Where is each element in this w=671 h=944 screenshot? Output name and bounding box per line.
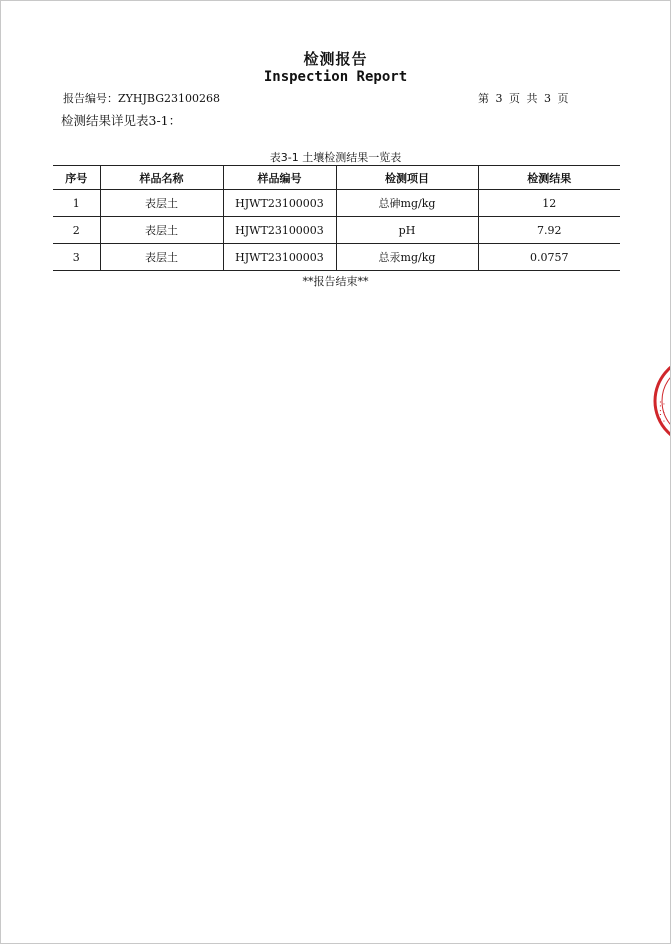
table-cell: 表层土 — [100, 244, 223, 271]
svg-text:∴ ∴ ∴: ∴ ∴ ∴ — [656, 401, 666, 424]
page-number: 第 3 页 共 3 页 — [478, 92, 569, 105]
table-caption: 表3-1 土壤检测结果一览表 — [269, 151, 402, 164]
official-seal-stamp — [653, 355, 671, 455]
table-cell: 表层土 — [100, 190, 223, 217]
table-header-row — [53, 166, 620, 190]
table-cell: HJWT23100003 — [223, 217, 336, 244]
table-cell: 7.92 — [478, 217, 620, 244]
report-number: 报告编号：ZYHJBG23100268 — [63, 92, 220, 105]
results-table — [53, 165, 620, 271]
table-cell: 3 — [53, 244, 100, 271]
table-cell: 总砷mg/kg — [336, 190, 478, 217]
table-cell: pH — [336, 217, 478, 244]
table-cell: 1 — [53, 190, 100, 217]
table-row — [53, 190, 620, 217]
column-header: 样品名称 — [100, 166, 223, 190]
column-header: 序号 — [53, 166, 100, 190]
intro-text: 检测结果详见表3-1： — [61, 113, 182, 128]
report-title-en: Inspection Report — [263, 69, 408, 85]
column-header: 样品编号 — [223, 166, 336, 190]
table-cell: 表层土 — [100, 217, 223, 244]
report-title-cn: 检测报告 — [303, 50, 368, 68]
table-row — [53, 217, 620, 244]
column-header: 检测项目 — [336, 166, 478, 190]
table-cell: HJWT23100003 — [223, 190, 336, 217]
table-cell: 2 — [53, 217, 100, 244]
table-cell: HJWT23100003 — [223, 244, 336, 271]
table-cell: 总汞mg/kg — [336, 244, 478, 271]
table-row — [53, 244, 620, 271]
report-end-mark: **报告结束** — [302, 275, 369, 288]
table-cell: 0.0757 — [478, 244, 620, 271]
table-cell: 12 — [478, 190, 620, 217]
column-header: 检测结果 — [478, 166, 620, 190]
